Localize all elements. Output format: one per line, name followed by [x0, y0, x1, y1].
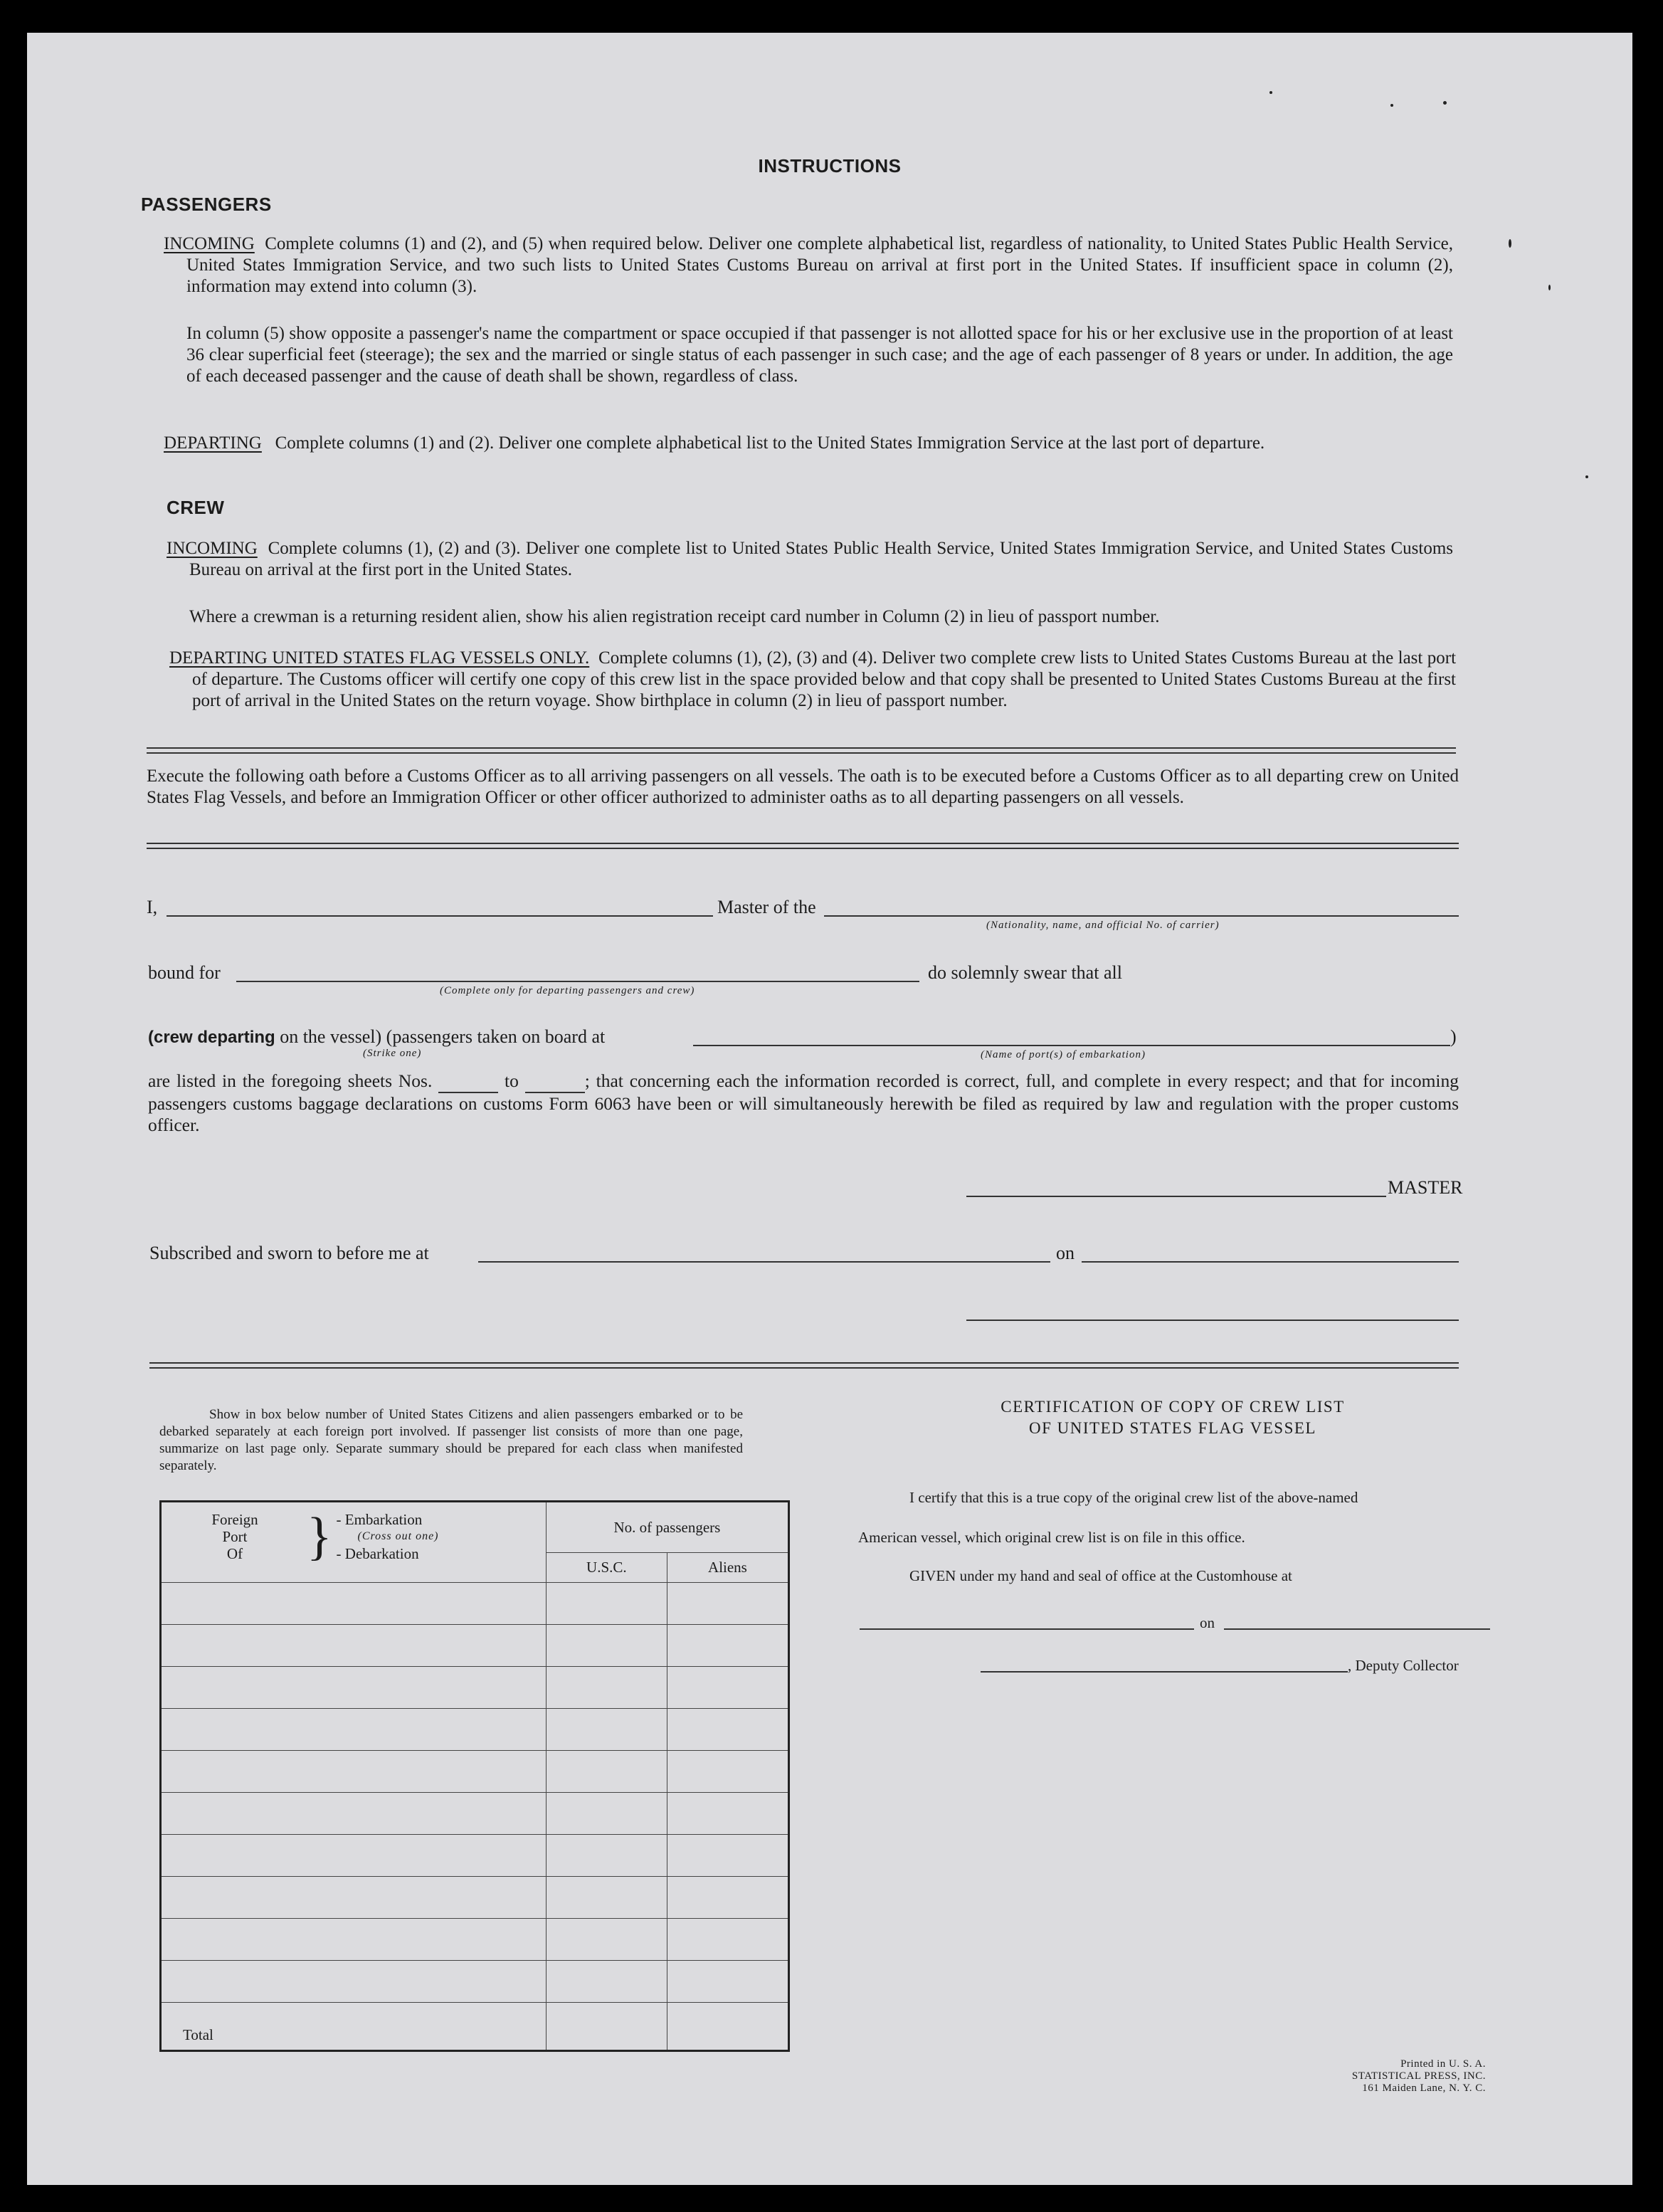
brace-icon: }	[307, 1507, 332, 1566]
page-title: INSTRUCTIONS	[758, 155, 902, 177]
sworn-date-field[interactable]	[1082, 1261, 1459, 1263]
strike-one-caption: (Strike one)	[363, 1048, 422, 1059]
ports-caption: (Name of port(s) of embarkation)	[981, 1049, 1146, 1060]
sheets-text: are listed in the foregoing sheets Nos.	[148, 1070, 433, 1091]
crew-incoming-instructions	[167, 538, 1453, 581]
embarkation-option[interactable]: - Embarkation	[336, 1511, 423, 1528]
certify-text: I certify that this is a true copy of the original crew list of the above-named	[909, 1489, 1358, 1506]
bound-for-field[interactable]	[236, 981, 919, 982]
given-text: GIVEN under my hand and seal of office at the Customhouse at	[909, 1567, 1292, 1584]
of-label: Of	[226, 1545, 243, 1562]
table-row-total[interactable]	[161, 2003, 789, 2051]
sheet-from-field[interactable]	[438, 1070, 498, 1093]
crew-departing-instructions	[169, 648, 1456, 712]
to-text: to	[505, 1070, 519, 1091]
crew-returning-alien-note: Where a crewman is a returning resident alien, show his alien registration receipt card number in Column (2) in lieu of passport number.	[189, 607, 1160, 626]
certification-heading-line2: OF UNITED STATES FLAG VESSEL	[1029, 1419, 1316, 1437]
cert-on-label: on	[1200, 1614, 1215, 1631]
master-name-field[interactable]	[167, 915, 713, 917]
deputy-signature-field[interactable]	[981, 1671, 1348, 1673]
form-page	[27, 33, 1632, 2185]
printer-imprint	[1251, 2058, 1486, 2095]
speck	[1509, 239, 1511, 248]
table-row[interactable]	[161, 1961, 789, 2003]
subscribed-label: Subscribed and sworn to before me at	[149, 1243, 429, 1263]
passengers-taken-option[interactable]: (passengers taken on board at	[386, 1026, 606, 1047]
table-row[interactable]	[161, 1625, 789, 1667]
certification-heading-line1: CERTIFICATION OF COPY OF CREW LIST	[1001, 1398, 1345, 1416]
sworn-place-field[interactable]	[478, 1261, 1050, 1263]
crew-passenger-line	[148, 1026, 605, 1048]
aliens-header: Aliens	[667, 1553, 788, 1583]
table-row[interactable]	[161, 1667, 789, 1709]
sheet-to-field[interactable]	[525, 1070, 585, 1093]
table-row[interactable]	[161, 1919, 789, 1961]
cert-date-field[interactable]	[1224, 1628, 1490, 1630]
printer-line3: 161 Maiden Lane, N. Y. C.	[1362, 2082, 1486, 2094]
customhouse-field[interactable]	[860, 1628, 1194, 1630]
port-header	[161, 1502, 547, 1583]
table-row[interactable]	[161, 1583, 789, 1625]
crew-heading: CREW	[167, 497, 225, 518]
port-label: Port	[222, 1528, 248, 1545]
crew-incoming-text: Complete columns (1), (2) and (3). Deliver one complete list to United States Public Health Service, United States Immigration Service, and United States Customs Bureau on arrival at the first port in the United States.	[189, 539, 1453, 579]
speck	[1548, 285, 1551, 290]
master-signature-field[interactable]	[966, 1196, 1386, 1197]
officer-signature-field[interactable]	[966, 1320, 1459, 1321]
on-the-vessel-text: on the vessel)	[280, 1026, 382, 1047]
bound-for-caption: (Complete only for departing passengers and crew)	[440, 985, 695, 996]
divider	[149, 1362, 1459, 1369]
swear-label: do solemnly swear that all	[928, 962, 1122, 983]
passengers-incoming-column5: In column (5) show opposite a passenger's name the compartment or space occupied if that passenger is not allotted space for his or her exclusive use in the proportion of at least 36 clear superficial feet (steerage); the sex and the married or single status of each passenger in such case; and the age of each passenger of 8 years or under. In addition, the age of each deceased passenger and the cause of death shall be shown, regardless of class.	[186, 324, 1453, 386]
master-label: MASTER	[1388, 1177, 1463, 1198]
certification-heading	[852, 1396, 1493, 1439]
speck	[1443, 101, 1447, 105]
divider	[147, 747, 1456, 754]
oath-statement	[148, 1070, 1459, 1136]
speck	[1585, 475, 1588, 478]
carrier-field[interactable]	[824, 915, 1459, 917]
total-label: Total	[161, 2003, 547, 2051]
table-row[interactable]	[161, 1835, 789, 1877]
embarkation-ports-field[interactable]	[693, 1045, 1450, 1046]
deputy-collector-label: , Deputy Collector	[1348, 1657, 1459, 1674]
departing-label: DEPARTING	[164, 433, 262, 453]
no-of-passengers-header: No. of passengers	[546, 1502, 788, 1553]
cross-out-caption: (Cross out one)	[357, 1530, 439, 1542]
table-row[interactable]	[161, 1751, 789, 1793]
table-row[interactable]	[161, 1793, 789, 1835]
carrier-caption: (Nationality, name, and official No. of carrier)	[986, 920, 1220, 931]
printer-line2: STATISTICAL PRESS, INC.	[1351, 2070, 1486, 2082]
sworn-on-label: on	[1056, 1243, 1075, 1263]
summary-instructions: Show in box below number of United States Citizens and alien passengers embarked or to be debarked separately at each foreign port involved. If passenger list consists of more than one page, summarize on last page only. Separate summary should be prepared for each class when manifested separately.	[159, 1407, 743, 1473]
speck	[1269, 91, 1272, 94]
passengers-incoming-text: Complete columns (1) and (2), and (5) when required below. Deliver one complete alphabetical list, regardless of nationality, to United States Public Health Service, United States Immigration Service, and two such lists to United States Customs Bureau on arrival at first port in the United States. If insufficient space in column (2), information may extend into column (3).	[186, 234, 1454, 296]
usc-header: U.S.C.	[546, 1553, 667, 1583]
printer-line1: Printed in U. S. A.	[1400, 2058, 1486, 2070]
passengers-departing-instructions	[164, 433, 1453, 454]
foreign-label: Foreign	[211, 1511, 258, 1528]
american-vessel-text: American vessel, which original crew list is on file in this office.	[858, 1529, 1245, 1546]
oath-statement-text: ; that concerning each the information recorded is correct, full, and complete in every respect; and that for incoming passengers customs baggage declarations on customs Form 6063 have been or will simultaneously herewith be filed as required by law and regulation with the proper customs officer.	[148, 1070, 1459, 1135]
crew-incoming-label: INCOMING	[167, 539, 258, 558]
crew-departing-label: DEPARTING UNITED STATES FLAG VESSELS ONLY.	[169, 648, 590, 668]
table-row[interactable]	[161, 1877, 789, 1919]
incoming-label: INCOMING	[164, 234, 255, 253]
table-row[interactable]	[161, 1709, 789, 1751]
divider	[147, 843, 1459, 849]
bound-for-label: bound for	[148, 962, 221, 983]
master-of-the-label: Master of the	[717, 897, 816, 917]
close-paren: )	[1450, 1026, 1457, 1047]
passenger-summary-table	[159, 1500, 790, 2052]
passengers-incoming-instructions	[164, 233, 1453, 297]
passengers-departing-text: Complete columns (1) and (2). Deliver one complete alphabetical list to the United States Immigration Service at the last port of departure.	[275, 433, 1265, 453]
crew-departing-text: Complete columns (1), (2), (3) and (4). Deliver two complete crew lists to United States Customs Bureau at the last port of departure. The Customs officer will certify one copy of this crew list in the space provided below and that copy shall be presented to United States Customs Bureau at the first port of arrival in the United States on the return voyage. Show birthplace in column (2) in lieu of passport number.	[192, 648, 1457, 710]
oath-i-label: I,	[147, 897, 158, 917]
passengers-heading: PASSENGERS	[141, 194, 272, 215]
debarkation-option[interactable]: - Debarkation	[336, 1545, 419, 1562]
crew-departing-option[interactable]: (crew departing	[148, 1028, 275, 1047]
oath-instructions: Execute the following oath before a Customs Officer as to all arriving passengers on all vessels. The oath is to be executed before a Customs Officer as to all departing crew on United States Flag Vessels, and before an Immigration Officer or other officer authorized to administer oaths as to all departing passengers on all vessels.	[147, 767, 1459, 807]
speck	[1390, 104, 1393, 107]
